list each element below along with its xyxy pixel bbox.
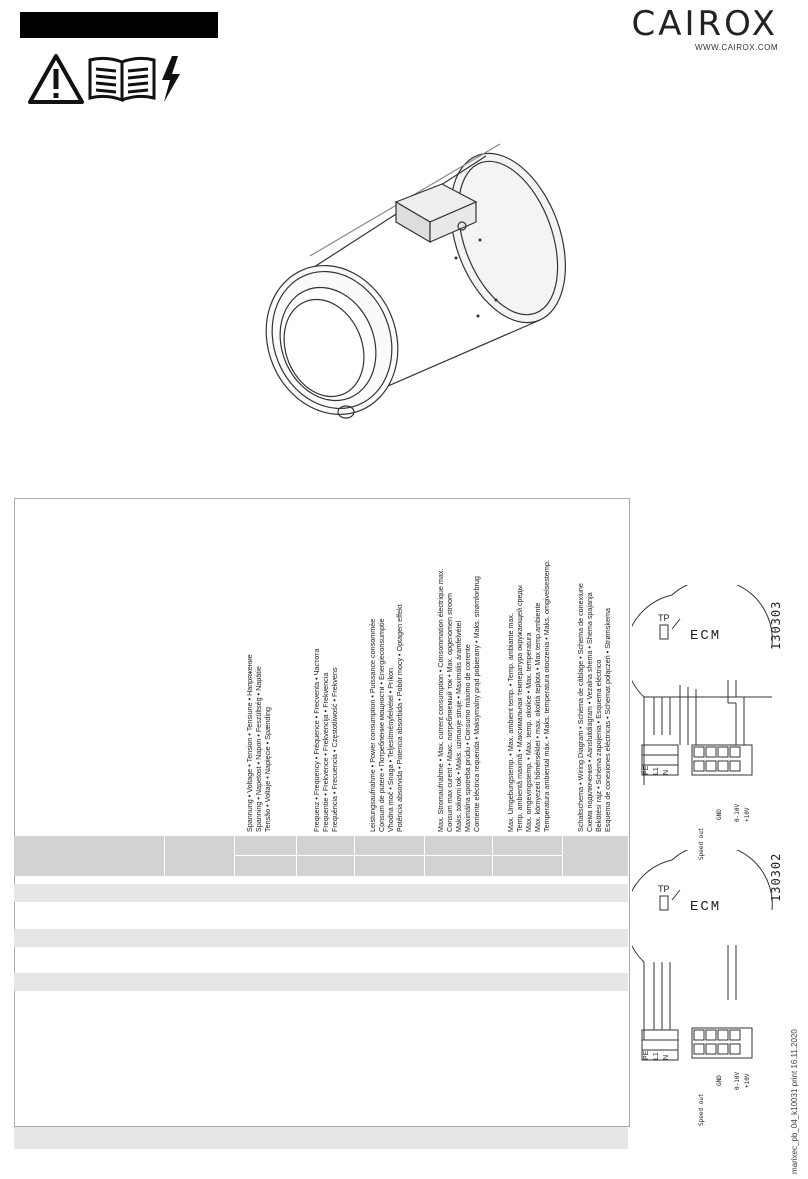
header-subdivider [234, 855, 562, 856]
col-divider [492, 836, 493, 996]
label-wiring: Schaltschema • Wiring Diagram • Schéma de câblage • Schema de conexiune Схема подключения • Aansluitdiagram • Vezalna shema • Shema spajanja Bekötési rajz • Schéma zapojenia • Esquema eléctrico Esquema de conexiones eléctricas • Schemat połączeń • Strømskema [576, 583, 612, 832]
tp-label: TP [658, 613, 670, 623]
signal-gnd: GND [716, 1075, 723, 1086]
terminal-n: N [663, 769, 670, 775]
tp-label: TP [658, 884, 670, 894]
terminal-pe: PE [643, 765, 650, 775]
col-divider [424, 836, 425, 996]
safety-icons [26, 52, 186, 106]
table-row [14, 929, 628, 947]
wiring-diagram-130303 [632, 585, 782, 815]
wiring-diagram-130302 [632, 850, 782, 1080]
signal-0-10v: 0-10V [734, 803, 741, 822]
inline-fan-illustration [250, 130, 610, 430]
col-divider [562, 836, 563, 996]
manual-book-icon [90, 58, 154, 100]
brand-logo: CAIROX [631, 4, 778, 44]
table-row [14, 973, 628, 991]
diagram-code: 130303 [769, 600, 783, 650]
table-header-band [14, 836, 628, 876]
label-voltage: Spannung • Voltage • Tension • Tensiune • Напряжение Spanning • Napetost • Napon • Feszültség • Napätie Tensão • Voltaje • Napięcie • Spænding [245, 654, 272, 832]
signal-speed-out: Speed out [698, 1093, 705, 1126]
motor-label: ECM [690, 628, 722, 644]
terminal-pe: PE [643, 1050, 650, 1060]
terminal-l1: L1 [653, 767, 660, 775]
label-frequency: Frequenz • Frequency • Fréquence • Frecventa • Частота Frequentie • Frekvence • Frekvencija • Frekvencia Frequência • Frecuencia • Częstotliwość • Frekvens [312, 648, 339, 832]
label-current: Max. Stromaufnahme • Max. current consumption • Consommation électrique max. Consum max curent • Макс. потребляемый ток • Max. opgenomen stroom Maks. tokovni tok • Maks. uzimanje struje • Maximális áramfelvétel Maximálna spotreba prúdu • Consumo máximo de corrente Corriente eléctrica requerida • Maksymalny prąd pobierany • Maks. strømforbrug [436, 568, 481, 832]
signal-10v: +10V [744, 807, 751, 822]
signal-0-10v: 0-10V [734, 1071, 741, 1090]
diagram-code: 130302 [769, 852, 783, 902]
table-row [14, 884, 628, 902]
motor-label: ECM [690, 899, 722, 915]
lightning-icon [162, 56, 180, 102]
col-divider [164, 836, 165, 996]
brand-url: WWW.CAIROX.COM [695, 43, 778, 52]
terminal-n: N [663, 1054, 670, 1060]
col-divider [234, 836, 235, 996]
col-divider [354, 836, 355, 996]
warning-icon [30, 56, 82, 102]
print-info: marixec_pb_04_k10031 print 16.11.2020 [790, 1029, 799, 1174]
signal-10v: +10V [744, 1073, 751, 1088]
terminal-l1: L1 [653, 1052, 660, 1060]
signal-gnd: GND [716, 809, 723, 820]
header-black-bar [20, 12, 218, 38]
label-power: Leistungsaufnahme • Power consumption • Puissance consommée Consum de putere • Потребление мощности • Energieconsumptie Vhodna moč • Snaga • Teljesítményfelvétel • Príkon Potência absorvida • Potencia absorbida • Pobór mocy • Optagen effekt [368, 604, 404, 832]
label-temperature: Max. Umgebungstemp. • Max. ambient temp. • Temp. ambiante max. Temp. ambientă maximă • Максимальная температура окружающей среды Max. omgevingstemp. • Max. temp. okolice • Max. temperatura Max. környezeti hőmérséklet • max. okolitá teplota • Max temp.ambiente Temperatura ambiental máx. • Maks. temperatura otoczenia • Maks. omgivelsestemp. [506, 560, 551, 832]
signal-speed-out: Speed out [698, 827, 705, 860]
footer-band [14, 1127, 628, 1149]
col-divider [296, 836, 297, 996]
